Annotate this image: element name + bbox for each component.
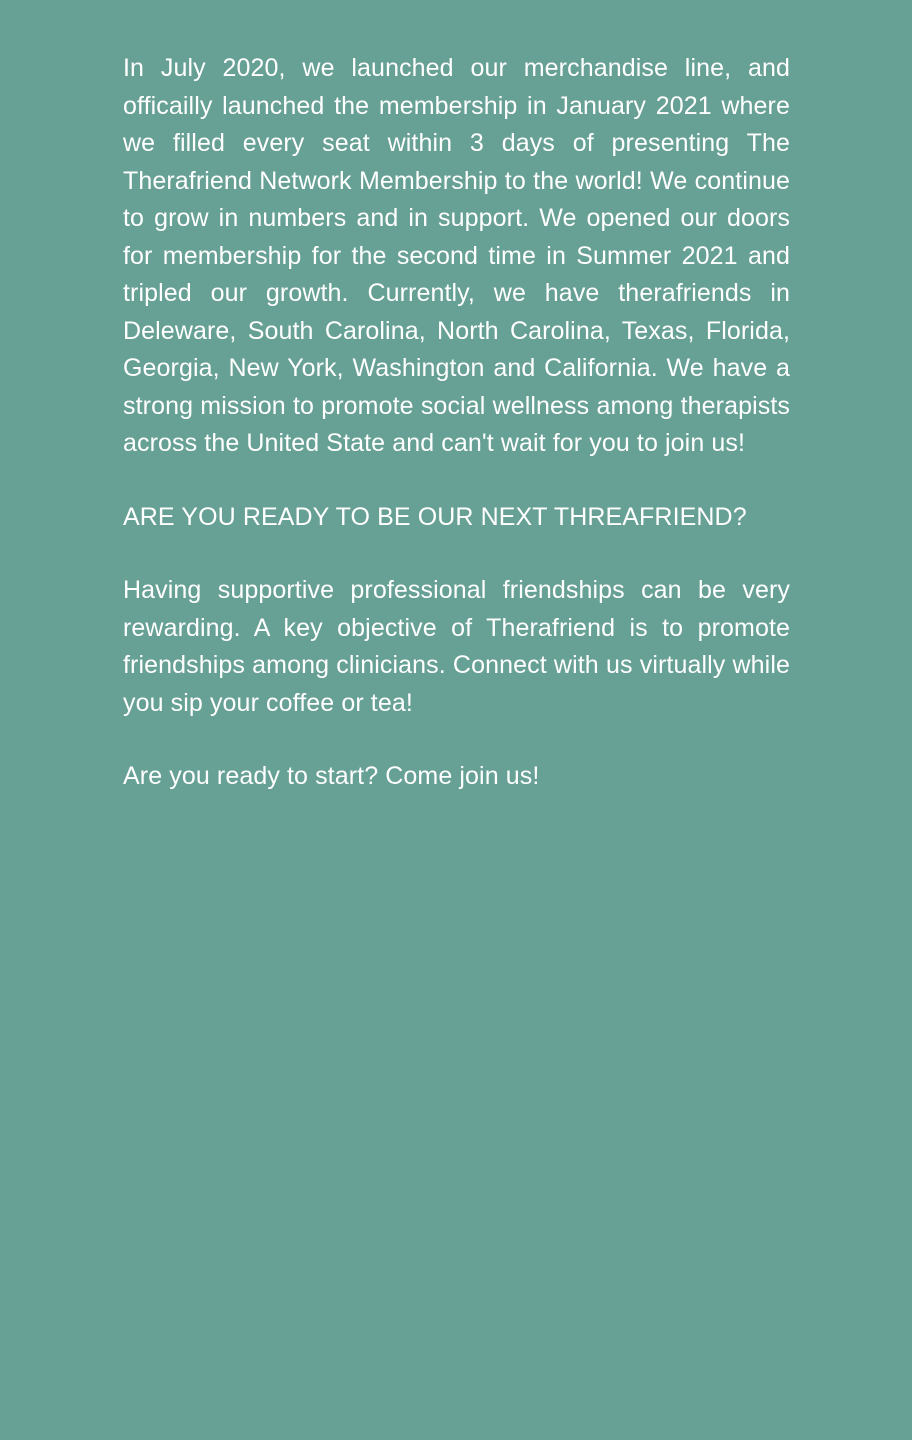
benefits-paragraph: Having supportive professional friendships can be very rewarding. A key objective of Therafriend is to promote friendships among clinicians. Connect with us virtually while you sip your coffee or tea!	[123, 576, 790, 717]
history-paragraph: In July 2020, we launched our merchandise line, and officailly launched the membership in January 2021 where we filled every seat within 3 days of presenting The Therafriend Network Membership to the world! We continue to grow in numbers and in support. We opened our doors for membership for the second time in Summer 2021 and tripled our growth. Currently, we have therafriends in Deleware, South Carolina, North Carolina, Texas, Florida, Georgia, New York, Washington and California. We have a strong mission to promote social wellness among therapists across the United State and can't wait for you to join us!	[123, 54, 790, 457]
call-to-action-heading: ARE YOU READY TO BE OUR NEXT THREAFRIEND?	[123, 502, 747, 531]
text-content-block	[123, 50, 790, 796]
closing-paragraph: Are you ready to start? Come join us!	[123, 762, 540, 790]
